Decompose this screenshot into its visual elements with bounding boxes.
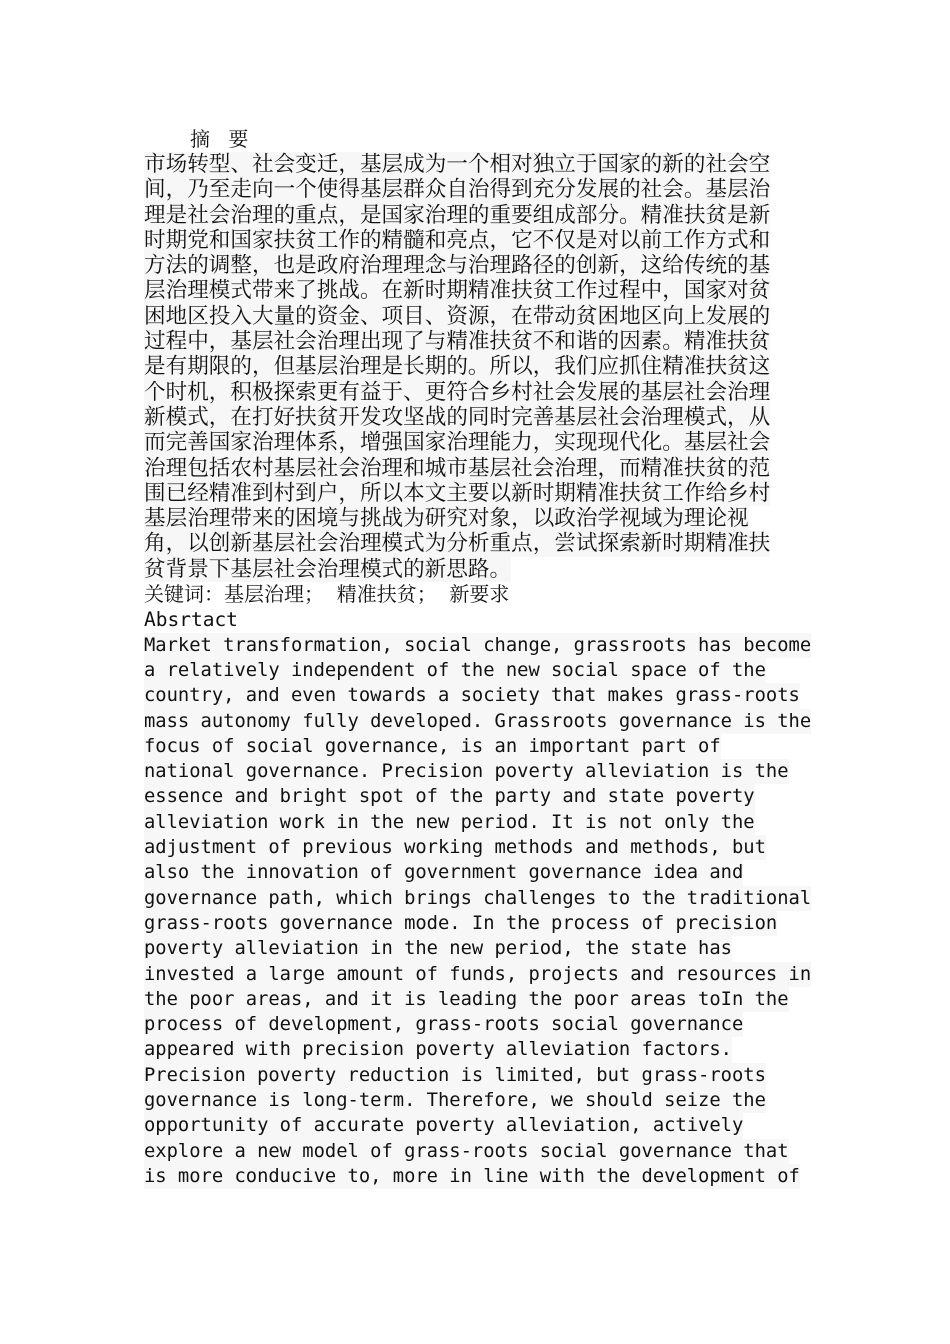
abstract-en-line: process of development, grass-roots social governance	[144, 1012, 743, 1037]
abstract-zh-line: 贫背景下基层社会治理模式的新思路。	[144, 556, 512, 582]
abstract-en-line: explore a new model of grass-roots social governance that	[144, 1139, 789, 1164]
abstract-zh-line: 理是社会治理的重点，是国家治理的重要组成部分。精准扶贫是新	[144, 202, 771, 228]
abstract-en-title: Absrtact	[144, 608, 238, 632]
abstract-en-line: opportunity of accurate poverty alleviation, actively	[144, 1113, 743, 1138]
abstract-zh-line: 间，乃至走向一个使得基层群众自治得到充分发展的社会。基层治	[144, 177, 771, 203]
abstract-zh-line: 个时机，积极探索更有益于、更符合乡村社会发展的基层社会治理	[144, 379, 771, 405]
keywords-zh: 关键词：基层治理； 精准扶贫； 新要求	[144, 582, 510, 607]
abstract-zh-line: 新模式，在打好扶贫开发攻坚战的同时完善基层社会治理模式，从	[144, 404, 771, 430]
abstract-zh-line: 方法的调整，也是政府治理理念与治理路径的创新，这给传统的基	[144, 253, 771, 279]
abstract-zh-line: 是有期限的，但基层治理是长期的。所以，我们应抓住精准扶贫这	[144, 354, 771, 380]
abstract-en-line: focus of social governance, is an important part of	[144, 734, 721, 759]
abstract-en-line: invested a large amount of funds, projects and resources in	[144, 962, 811, 987]
abstract-zh-line: 基层治理带来的困境与挑战为研究对象，以政治学视域为理论视	[144, 506, 749, 532]
abstract-en-line: national governance. Precision poverty alleviation is the	[144, 759, 789, 784]
abstract-zh-title: 摘 要	[190, 127, 255, 151]
abstract-zh-line: 而完善国家治理体系，增强国家治理能力，实现现代化。基层社会	[144, 430, 771, 456]
abstract-zh-line: 角，以创新基层社会治理模式为分析重点，尝试探索新时期精准扶	[144, 531, 771, 557]
abstract-zh-line: 过程中，基层社会治理出现了与精准扶贫不和谐的因素。精准扶贫	[144, 329, 771, 355]
abstract-zh-line: 层治理模式带来了挑战。在新时期精准扶贫工作过程中，国家对贫	[144, 278, 771, 304]
abstract-en-line: a relatively independent of the new social space of the	[144, 658, 766, 683]
abstract-en-line: governance is long-term. Therefore, we should seize the	[144, 1088, 766, 1113]
document-page	[144, 126, 816, 1189]
abstract-zh-line: 市场转型、社会变迁，基层成为一个相对独立于国家的新的社会空	[144, 152, 771, 177]
abstract-en-body	[144, 633, 816, 1190]
abstract-zh-line: 时期党和国家扶贫工作的精髓和亮点，它不仅是对以前工作方式和	[144, 227, 771, 253]
abstract-en-line: Precision poverty reduction is limited, but grass-roots	[144, 1063, 766, 1088]
abstract-en-line: country, and even towards a society that makes grass-roots	[144, 683, 800, 708]
abstract-en-line: grass-roots governance mode. In the process of precision	[144, 911, 777, 936]
abstract-en-line: poverty alleviation in the new period, the state has	[144, 936, 732, 961]
abstract-en-line: essence and bright spot of the party and state poverty	[144, 784, 755, 809]
abstract-en-line: also the innovation of government governance idea and	[144, 860, 743, 885]
abstract-en-line: mass autonomy fully developed. Grassroots governance is the	[144, 709, 811, 734]
abstract-zh-body	[144, 152, 816, 582]
abstract-en-line: alleviation work in the new period. It is not only the	[144, 810, 755, 835]
abstract-en-line: governance path, which brings challenges to the traditional	[144, 886, 811, 911]
abstract-en-line: Market transformation, social change, grassroots has become	[144, 633, 811, 658]
abstract-zh-line: 困地区投入大量的资金、项目、资源，在带动贫困地区向上发展的	[144, 303, 771, 329]
abstract-en-line: adjustment of previous working methods and methods, but	[144, 835, 766, 860]
abstract-zh-line: 围已经精准到村到户，所以本文主要以新时期精准扶贫工作给乡村	[144, 480, 771, 506]
abstract-en-line: is more conducive to, more in line with the development of	[144, 1164, 800, 1189]
abstract-zh-line: 治理包括农村基层社会治理和城市基层社会治理，而精准扶贫的范	[144, 455, 771, 481]
abstract-en-line: the poor areas, and it is leading the poor areas toIn the	[144, 987, 789, 1012]
abstract-en-line: appeared with precision poverty alleviation factors.	[144, 1037, 732, 1062]
